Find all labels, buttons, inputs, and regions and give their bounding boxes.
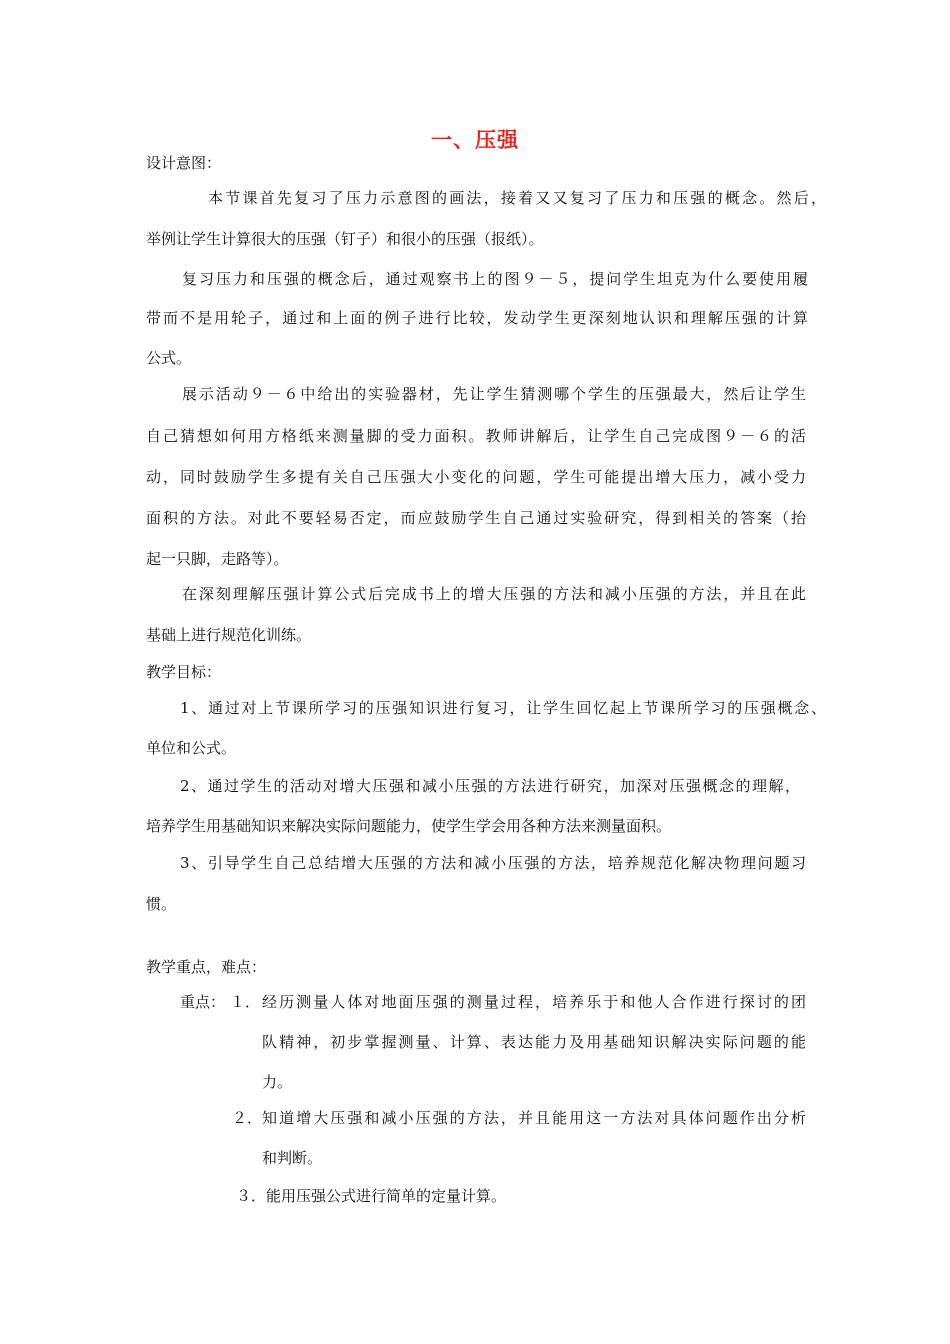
key-points-label: 重点： [180, 993, 226, 1011]
design-intent-p2-line: 复习压力和压强的概念后，通过观察书上的图９－５，提问学生坦克为什么要使用履 [182, 270, 808, 288]
objective-line: 1、通过对上节课所学习的压强知识进行复习，让学生回忆起上节课所学习的压强概念、 [180, 699, 826, 717]
design-intent-p3-line: 动，同时鼓励学生多提有关自己压强大小变化的问题，学生可能提出增大压力，减小受力 [146, 468, 806, 486]
design-intent-p3-line: 起一只脚，走路等）。 [146, 550, 289, 568]
key-point-line: 能用压强公式进行简单的定量计算。 [266, 1187, 507, 1205]
design-intent-heading: 设计意图： [146, 154, 222, 172]
objective-line: 2、通过学生的活动对增大压强和减小压强的方法进行研究，加深对压强概念的理解， [180, 777, 800, 795]
page-title: 一、压强 [431, 128, 519, 152]
design-intent-p4-line: 基础上进行规范化训练。 [146, 626, 312, 644]
design-intent-p1-line: 本节课首先复习了压力示意图的画法，接着又又复习了压力和压强的概念。然后， [208, 189, 826, 207]
design-intent-p3-line: 自己猜想如何用方格纸来测量脚的受力面积。教师讲解后，让学生自己完成图９－６的活 [146, 427, 806, 445]
key-points-heading: 教学重点，难点： [146, 958, 267, 976]
objective-line: 单位和公式。 [146, 739, 237, 757]
design-intent-p2-line: 公式。 [146, 349, 192, 367]
objective-line: 培养学生用基础知识来解决实际问题能力，使学生学会用各种方法来测量面积。 [146, 817, 672, 835]
key-point-line: 力。 [262, 1073, 293, 1091]
key-point-number: １． [230, 993, 261, 1011]
design-intent-p3-line: 展示活动９－６中给出的实验器材，先让学生猜测哪个学生的压强最大，然后让学生 [182, 385, 806, 403]
design-intent-p1-line: 举例让学生计算很大的压强（钉子）和很小的压强（报纸）。 [146, 230, 544, 248]
key-point-line: 经历测量人体对地面压强的测量过程，培养乐于和他人合作进行探讨的团 [262, 993, 806, 1011]
key-point-line: 和判断。 [262, 1149, 323, 1167]
objective-line: 3、引导学生自己总结增大压强的方法和减小压强的方法，培养规范化解决物理问题习 [180, 854, 806, 872]
key-point-number: ３． [236, 1187, 267, 1205]
design-intent-p4-line: 在深刻理解压强计算公式后完成书上的增大压强的方法和减小压强的方法，并且在此 [182, 585, 806, 603]
key-point-line: 队精神，初步掌握测量、计算、表达能力及用基础知识解决实际问题的能 [262, 1033, 806, 1051]
key-point-number: ２． [232, 1109, 263, 1127]
objectives-heading: 教学目标： [146, 663, 222, 681]
design-intent-p3-line: 面积的方法。对此不要轻易否定，而应鼓励学生自己通过实验研究，得到相关的答案（抬 [146, 509, 806, 527]
design-intent-p2-line: 带而不是用轮子，通过和上面的例子进行比较，发动学生更深刻地认识和理解压强的计算 [146, 309, 808, 327]
objective-line: 惯。 [146, 895, 177, 913]
key-point-line: 知道增大压强和减小压强的方法，并且能用这一方法对具体问题作出分析 [262, 1109, 806, 1127]
